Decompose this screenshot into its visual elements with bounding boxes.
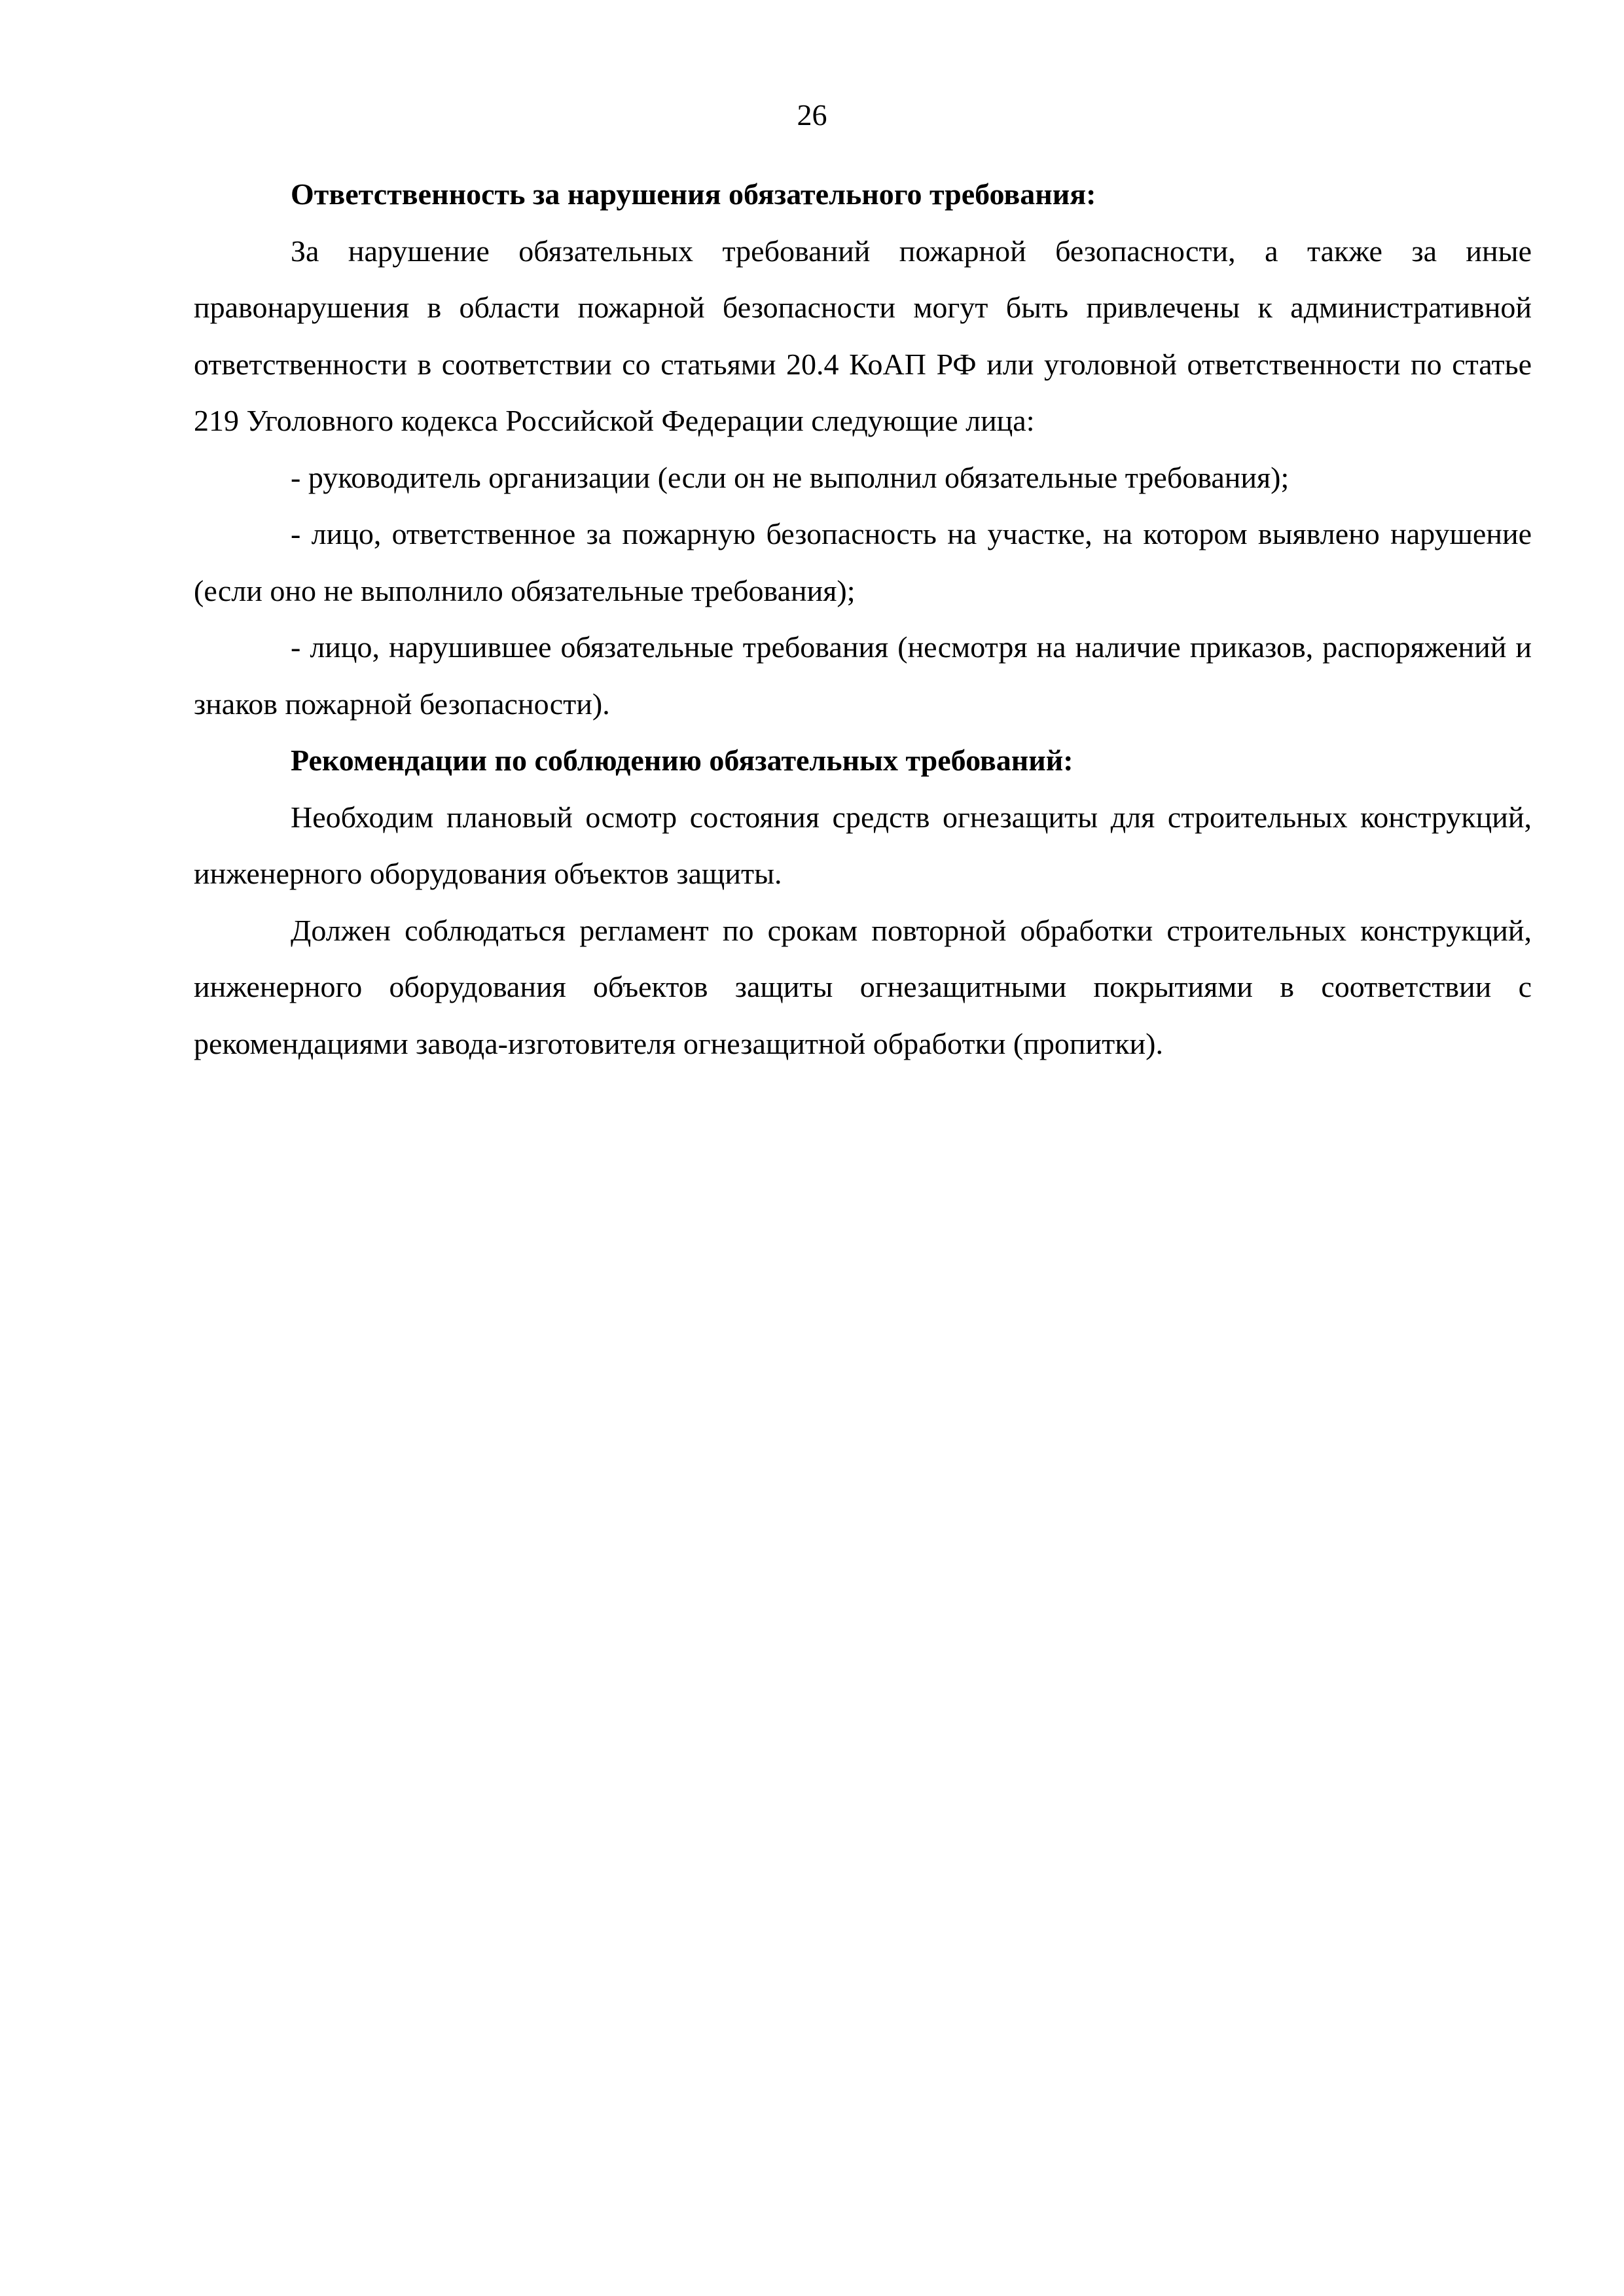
recommendations-paragraph-regulation: Должен соблюдаться регламент по срокам повторной обработки строительных конструкций, инженерного оборудования объектов защиты огнезащитными покрытиями в соответствии с рекомендациями завода-изготовителя огнезащитной обработки (пропитки). bbox=[194, 913, 1532, 1060]
responsibility-intro-paragraph: За нарушение обязательных требований пожарной безопасности, а также за иные правонарушения в области пожарной безопасности могут быть привлечены к административной ответственности в соответствии со статьями 20.4 КоАП РФ или уголовной ответственности по статье 219 Уголовного кодекса Российской Федерации следующие лица: bbox=[194, 234, 1532, 437]
document-body bbox=[194, 166, 1532, 1072]
responsibility-item-violator: - лицо, нарушившее обязательные требования (несмотря на наличие приказов, распоряжений и знаков пожарной безопасности). bbox=[194, 630, 1532, 721]
recommendations-heading: Рекомендации по соблюдению обязательных требований: bbox=[291, 744, 1074, 777]
page-number: 26 bbox=[797, 98, 827, 132]
responsibility-item-responsible-person: - лицо, ответственное за пожарную безопасность на участке, на котором выявлено нарушение (если оно не выполнило обязательные требования); bbox=[194, 517, 1532, 607]
responsibility-item-manager: - руководитель организации (если он не выполнил обязательные требования); bbox=[291, 460, 1290, 494]
recommendations-paragraph-inspection: Необходим плановый осмотр состояния средств огнезащиты для строительных конструкций, инженерного оборудования объектов защиты. bbox=[194, 800, 1532, 890]
responsibility-heading: Ответственность за нарушения обязательного требования: bbox=[291, 177, 1096, 211]
